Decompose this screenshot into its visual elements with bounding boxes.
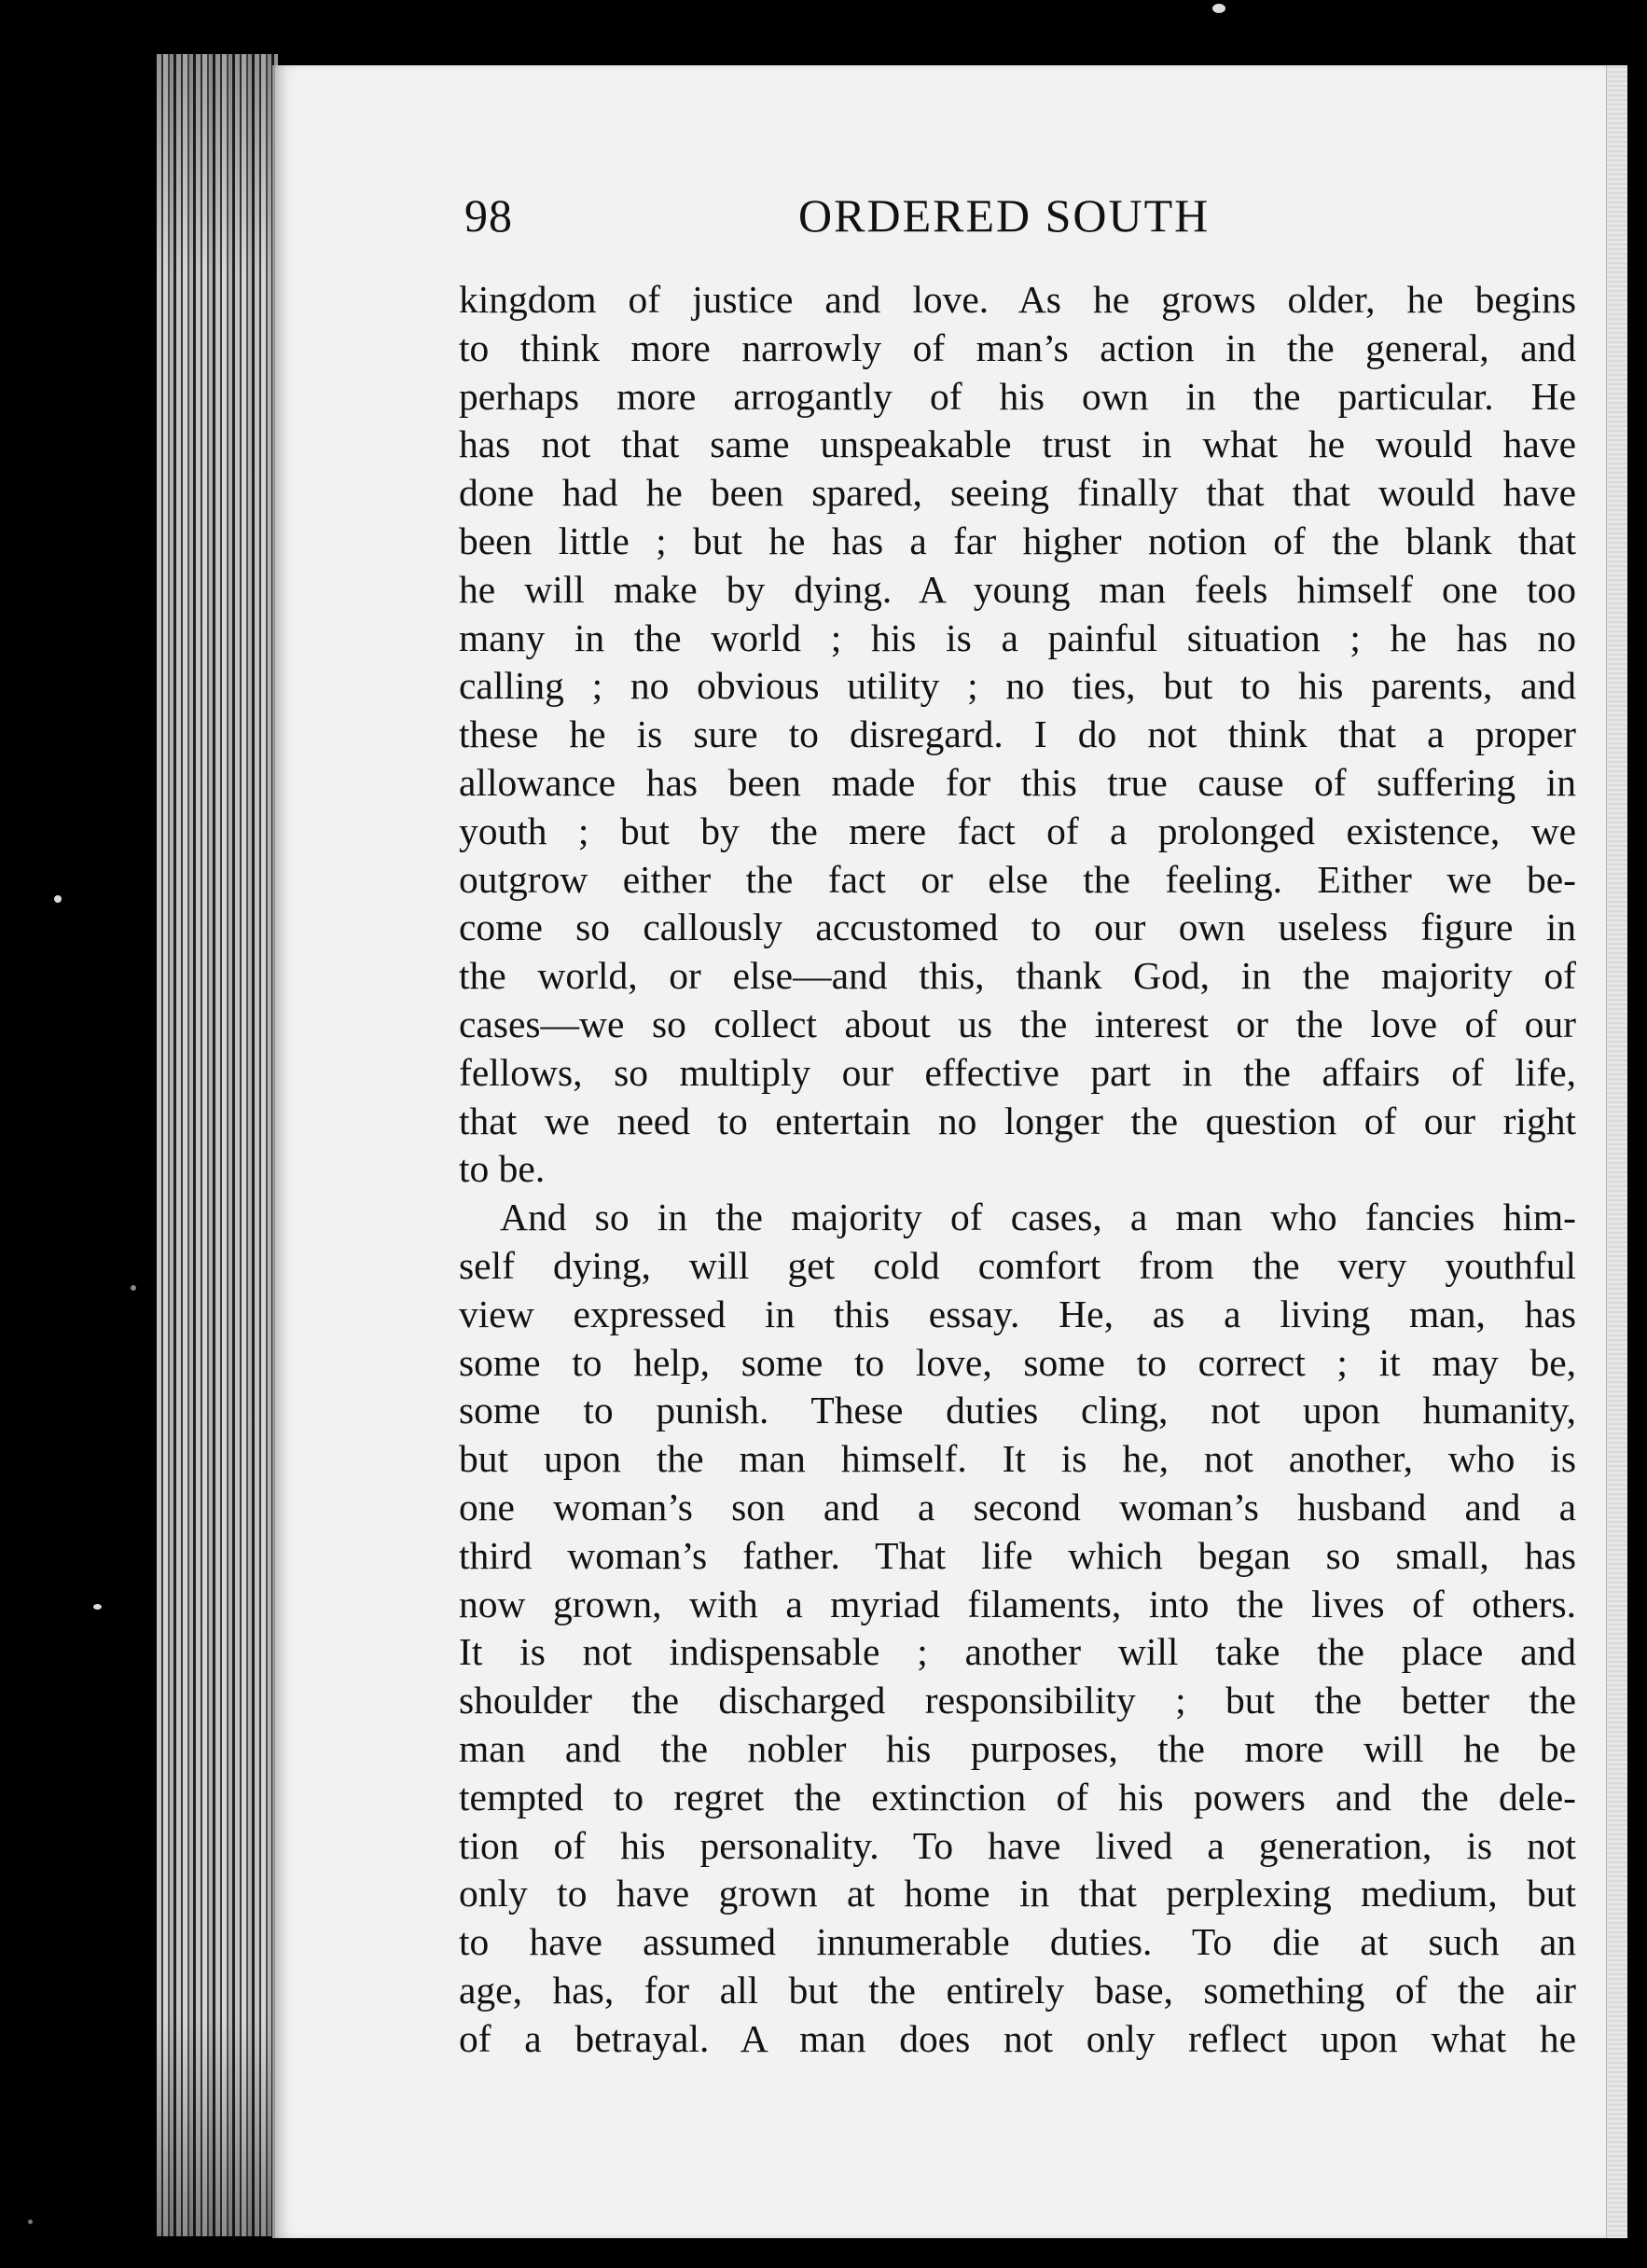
scan-speck xyxy=(93,1604,102,1610)
text-line: man and the nobler his purposes, the more will he be xyxy=(459,1726,1576,1770)
text-line: but upon the man himself. It is he, not another, who is xyxy=(459,1437,1576,1481)
text-line: some to help, some to love, some to correct ; it may be, xyxy=(459,1340,1576,1384)
text-line: of a betrayal. A man does not only reflect upon what he xyxy=(459,2016,1576,2060)
text-line: calling ; no obvious utility ; no ties, but to his parents, and xyxy=(459,664,1576,708)
text-line: allowance has been made for this true cause of suffering in xyxy=(459,760,1576,804)
text-line: And so in the majority of cases, a man who fancies him- xyxy=(500,1196,1576,1239)
text-line: youth ; but by the mere fact of a prolonged existence, we xyxy=(459,809,1576,852)
running-header xyxy=(464,187,1584,252)
text-line: self dying, will get cold comfort from the very youthful xyxy=(459,1243,1576,1287)
text-line: that we need to entertain no longer the question of our right xyxy=(459,1099,1576,1142)
text-line: done had he been spared, seeing finally that that would have xyxy=(459,471,1576,515)
text-line: It is not indispensable ; another will take the place and xyxy=(459,1630,1576,1674)
text-line: some to punish. These duties cling, not upon humanity, xyxy=(459,1389,1576,1432)
text-line: to think more narrowly of man’s action in the general, and xyxy=(459,325,1576,369)
text-line: kingdom of justice and love. As he grows older, he begins xyxy=(459,278,1576,321)
scan-speck xyxy=(54,895,62,903)
body-text xyxy=(459,276,1576,2063)
text-line: many in the world ; his is a painful situation ; he has no xyxy=(459,615,1576,659)
text-line: tion of his personality. To have lived a generation, is not xyxy=(459,1823,1576,1867)
scan-speck xyxy=(1212,4,1225,13)
text-line: cases—we so collect about us the interest or the love of our xyxy=(459,1002,1576,1045)
text-line: has not that same unspeakable trust in what he would have xyxy=(459,422,1576,466)
text-line: the world, or else—and this, thank God, in the majority of xyxy=(459,954,1576,998)
page-right-edge xyxy=(1606,65,1627,2238)
text-line: he will make by dying. A young man feels himself one too xyxy=(459,567,1576,611)
scan-speck xyxy=(28,2220,33,2224)
text-line: now grown, with a myriad filaments, into the lives of others. xyxy=(459,1582,1576,1625)
text-line: one woman’s son and a second woman’s husband and a xyxy=(459,1485,1576,1528)
page-number: 98 xyxy=(464,189,513,242)
text-line: shoulder the discharged responsibility ; but the better the xyxy=(459,1679,1576,1722)
text-line: age, has, for all but the entirely base, something of the air xyxy=(459,1968,1576,2012)
text-line: been little ; but he has a far higher notion of the blank that xyxy=(459,519,1576,562)
text-line: fellows, so multiply our effective part in the affairs of life, xyxy=(459,1050,1576,1094)
running-title: ORDERED SOUTH xyxy=(798,189,1211,242)
text-line: outgrow either the fact or else the feeling. Either we be- xyxy=(459,857,1576,901)
text-line: only to have grown at home in that perplexing medium, but xyxy=(459,1872,1576,1915)
text-line: these he is sure to disregard. I do not think that a proper xyxy=(459,712,1576,756)
text-line: to have assumed innumerable duties. To die at such an xyxy=(459,1920,1576,1964)
text-line: to be. xyxy=(459,1147,546,1191)
text-line: view expressed in this essay. He, as a living man, has xyxy=(459,1292,1576,1335)
text-line: come so callously accustomed to our own useless figure in xyxy=(459,906,1576,949)
scan-speck xyxy=(131,1285,136,1291)
page-edges-shade xyxy=(157,54,278,2236)
text-line: tempted to regret the extinction of his powers and the dele- xyxy=(459,1775,1576,1819)
text-line: third woman’s father. That life which began so small, has xyxy=(459,1533,1576,1577)
text-line: perhaps more arrogantly of his own in the particular. He xyxy=(459,374,1576,418)
